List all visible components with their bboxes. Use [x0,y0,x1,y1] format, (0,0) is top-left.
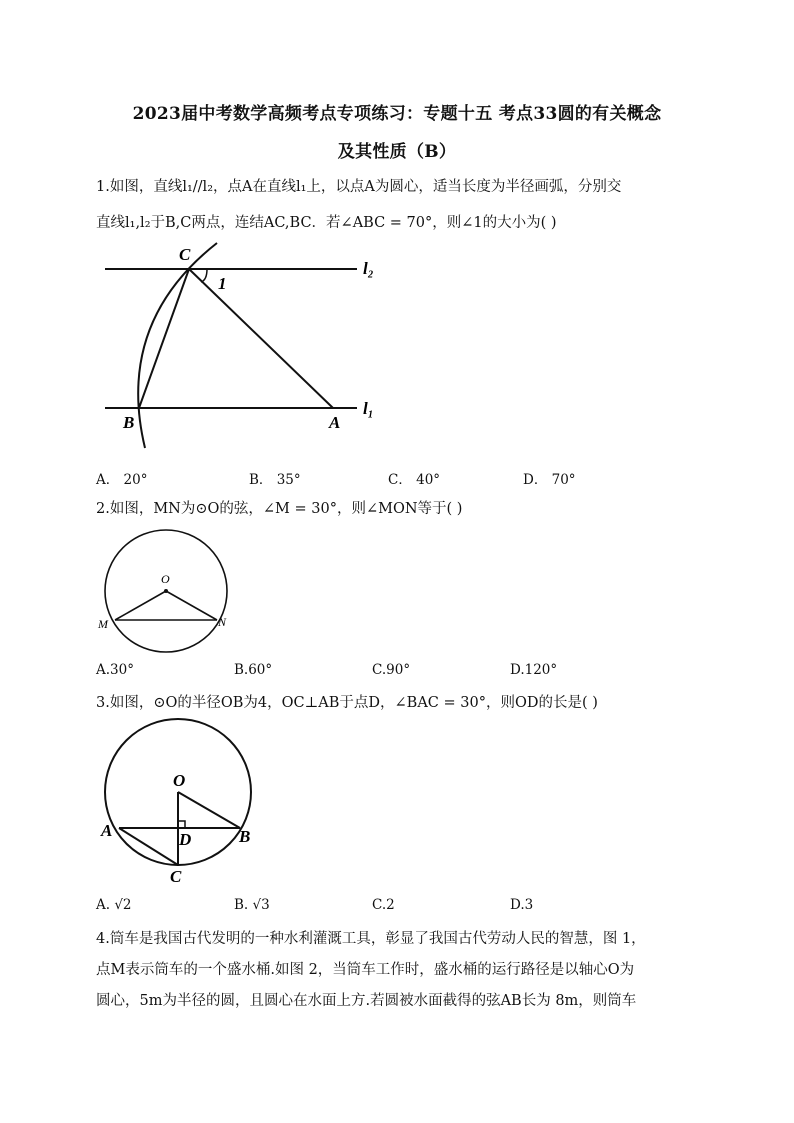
q2-choice-d[interactable]: D.120° [510,662,558,678]
q2-label-n: N [218,615,227,629]
q3-label-b: B [239,827,251,846]
q2-label-m: M [98,617,108,631]
q2-radius-om [115,591,166,620]
q3-segment-ob [178,792,240,828]
q4-text-line1: 4.筒车是我国古代发明的一种水利灌溉工具，彰显了我国古代劳动人民的智慧，图 1， [96,931,646,947]
q1-arc [138,243,217,448]
q1-label-l2: l₂ [363,259,374,278]
q3-choice-d[interactable]: D.3 [510,897,534,913]
q1-choice-b[interactable]: B． 35° [249,472,301,488]
q2-figure [95,540,245,650]
q2-text: 2.如图，MN为⊙O的弦，∠M = 30°，则∠MON等于( ) [96,501,463,517]
q1-choice-a[interactable]: A． 20° [96,472,148,488]
q1-label-c: C [179,245,191,264]
page-title-line2: 及其性质（B） [337,142,457,162]
q1-choice-c[interactable]: C． 40° [388,472,441,488]
q1-angle-arc [201,269,207,282]
q3-choice-c[interactable]: C.2 [372,897,395,913]
q3-label-c: C [170,867,182,886]
q2-radius-on [166,591,217,620]
q1-segment-ca [189,269,333,408]
q3-label-d: D [179,830,192,849]
q3-choice-b[interactable]: B. √3 [234,897,270,913]
q1-label-a: A [329,413,341,432]
q1-text-line2: 直线l₁,l₂于B,C两点，连结AC,BC．若∠ABC = 70°，则∠1的大小为( ) [96,215,557,231]
q1-text-line1: 1.如图，直线l₁//l₂，点A在直线l₁上，以点A为圆心，适当长度为半径画弧，分别交 [96,179,622,195]
q1-figure [95,238,395,453]
q1-label-l1: l₁ [363,399,374,418]
q2-center-dot [164,589,168,593]
q4-text-line2: 点M表示筒车的一个盛水桶.如图 2，当筒车工作时，盛水桶的运行路径是以轴心O为 [96,962,635,978]
q3-text: 3.如图，⊙O的半径OB为4，OC⊥AB于点D，∠BAC = 30°，则OD的长是( ) [96,695,598,711]
q1-choice-d[interactable]: D． 70° [523,472,576,488]
q2-label-o: O [161,572,170,586]
q3-right-angle-mark [178,821,185,828]
q3-choice-a[interactable]: A. √2 [96,897,132,913]
q2-choice-a[interactable]: A.30° [96,662,134,678]
q4-text-line3: 圆心，5m为半径的圆，且圆心在水面上方.若圆被水面截得的弦AB长为 8m，则筒车 [96,993,637,1009]
page-title-line1: 2023届中考数学高频考点专项练习：专题十五 考点33圆的有关概念 [132,104,662,124]
q1-label-angle: 1 [218,274,227,293]
q3-label-o: O [173,771,186,790]
q2-choice-b[interactable]: B.60° [234,662,273,678]
q1-label-b: B [123,413,135,432]
q3-figure [95,718,275,888]
q3-label-a: A [101,821,113,840]
q2-choice-c[interactable]: C.90° [372,662,411,678]
